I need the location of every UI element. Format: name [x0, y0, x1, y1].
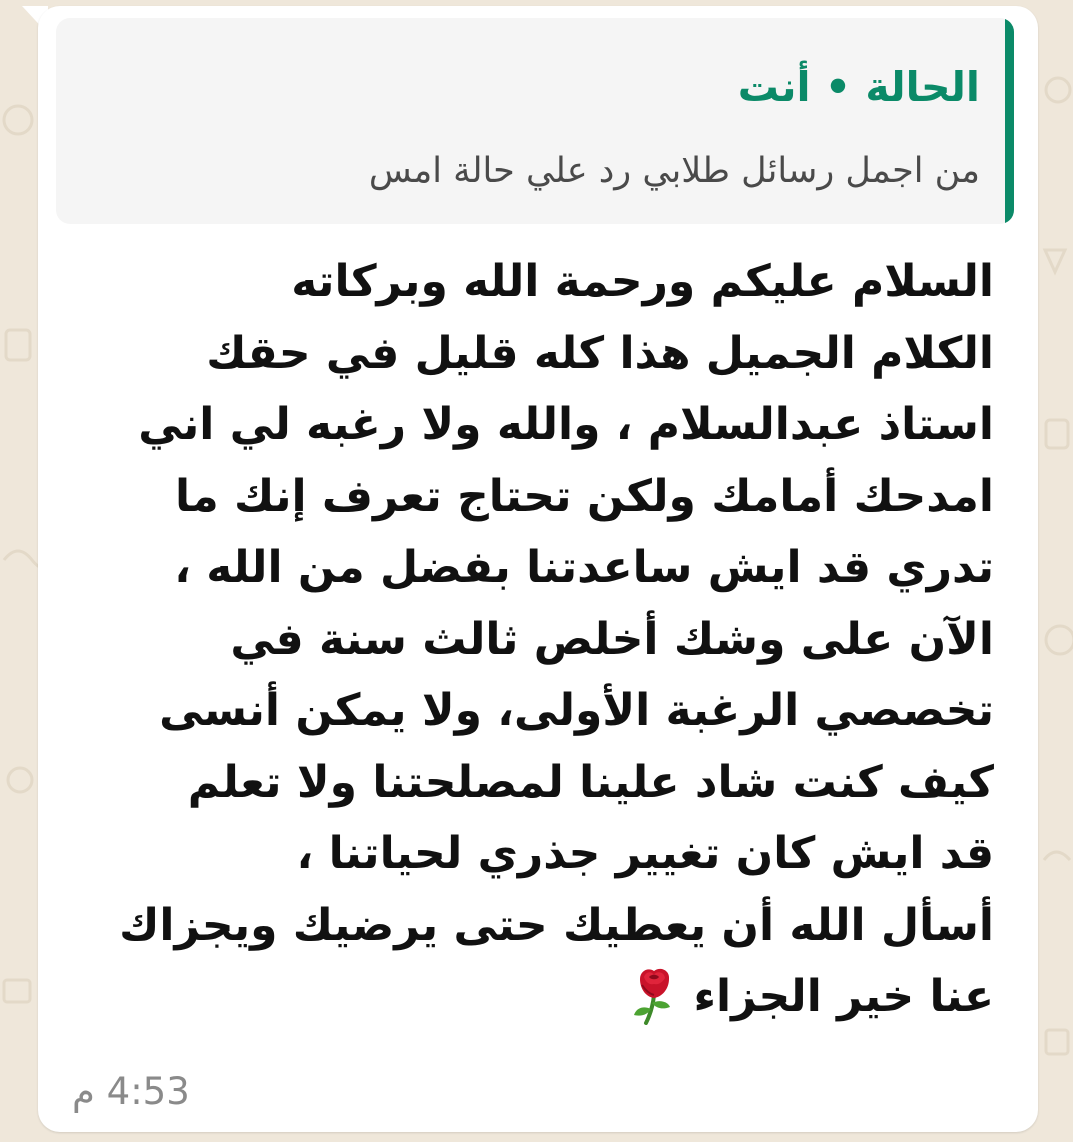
quote-author: الحالة • أنت [737, 63, 980, 111]
message-bubble[interactable] [38, 6, 1038, 1132]
message-line: أسأل الله أن يعطيك حتى يرضيك ويجزاك [119, 899, 994, 951]
quote-accent-bar [1005, 18, 1014, 224]
message-timestamp: 4:53 م [72, 1070, 190, 1113]
message-line-text: عنا خير الجزاء [693, 971, 994, 1022]
message-line: كيف كنت شاد علينا لمصلحتنا ولا تعلم [187, 756, 994, 808]
message-text [74, 246, 994, 1033]
message-last-line [74, 961, 994, 1033]
message-line: تدري قد ايش ساعدتنا بفضل من الله ، [174, 542, 994, 593]
quote-text: من اجمل رسائل طلابي رد علي حالة امس [368, 151, 980, 191]
rose-icon [624, 965, 680, 1025]
message-line: امدحك أمامك ولكن تحتاج تعرف إنك ما [174, 470, 994, 522]
message-line: قد ايش كان تغيير جذري لحياتنا ، [296, 828, 994, 879]
message-line: استاذ عبدالسلام ، والله ولا رغبه لي اني [138, 399, 994, 450]
message-line: السلام عليكم ورحمة الله وبركاته [291, 256, 994, 307]
quoted-status-reply[interactable] [56, 18, 1014, 224]
message-line: الكلام الجميل هذا كله قليل في حقك [206, 327, 994, 379]
message-line: الآن على وشك أخلص ثالث سنة في [230, 613, 994, 665]
message-line: تخصصي الرغبة الأولى، ولا يمكن أنسى [159, 685, 994, 736]
